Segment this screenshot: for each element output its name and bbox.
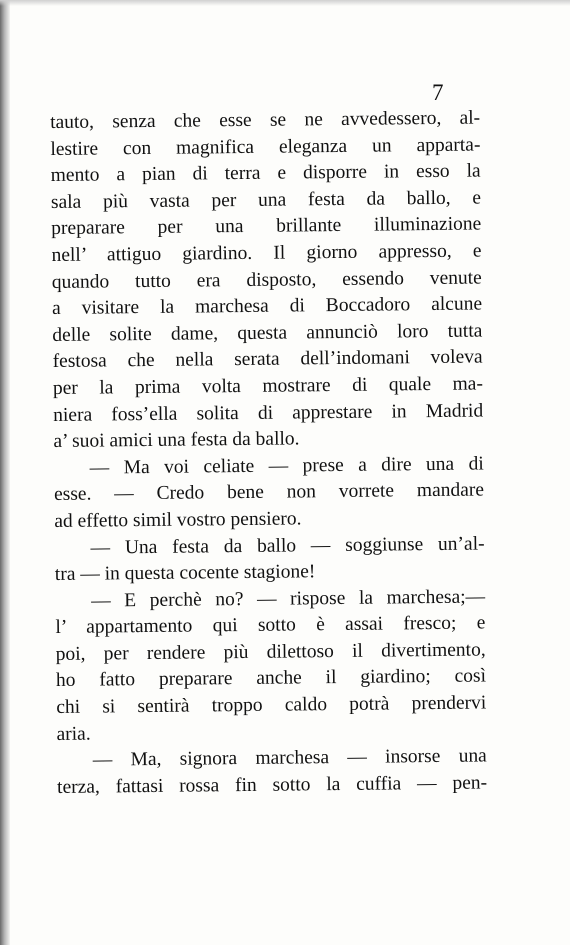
- text-line: tauto, senza che esse se ne avvedessero, al-: [50, 107, 481, 133]
- text-line: ad effetto simil vostro pensiero.: [54, 508, 302, 532]
- body-text: [50, 105, 487, 801]
- page-number: 7: [432, 80, 444, 105]
- text-line: delle solite dame, questa annunciò loro tutta: [52, 320, 483, 346]
- text-line: festosa che nella serata dell’indomani voleva: [52, 346, 483, 373]
- text-line: — Ma voi celiate — prese a dire una di: [89, 453, 484, 479]
- text-line: niera foss’ella solita di apprestare in Madrid: [53, 400, 484, 426]
- text-line: — Ma, signora marchesa — insorse una: [92, 745, 487, 771]
- text-line: esse. — Credo bene non vorrete mandare: [53, 479, 485, 506]
- text-line: per la prima volta mostrare di quale ma-: [52, 373, 484, 399]
- text-line: tra — in questa cocente stagione!: [54, 561, 316, 586]
- text-line: quando tutto era disposto, essendo venute: [51, 267, 482, 293]
- text-line: preparare per una brillante illuminazione: [51, 213, 482, 240]
- text-line: sala più vasta per una festa da ballo, e: [50, 187, 482, 213]
- text-line: poi, per rendere più dilettoso il divertimento,: [55, 639, 486, 665]
- text-line: a’ suoi amici una festa da ballo.: [53, 428, 300, 453]
- text-line: terza, fattasi rossa fin sotto la cuffia — pen-: [56, 772, 488, 798]
- text-line: aria.: [56, 723, 91, 745]
- text-line: ho fatto preparare anche il giardino; così: [55, 665, 487, 692]
- top-edge-shadow: [0, 0, 570, 6]
- text-line: mento a pian di terra e disporre in esso la: [50, 160, 481, 187]
- text-line: nell’ attiguo giardino. Il giorno appresso, e: [51, 240, 482, 266]
- text-line: — Una festa da ballo — soggiunse un’al-: [90, 532, 485, 559]
- text-line: a visitare la marchesa di Boccadoro alcune: [51, 293, 483, 320]
- text-line: l’ appartamento qui sotto è assai fresco; e: [55, 612, 486, 639]
- text-line: chi si sentirà troppo caldo potrà prendervi: [56, 692, 487, 719]
- spine-shadow: [0, 0, 10, 945]
- text-line: — E perchè no? — rispose la marchesa;—: [91, 586, 486, 612]
- text-line: lestire con magnifica eleganza un apparta-: [50, 134, 481, 160]
